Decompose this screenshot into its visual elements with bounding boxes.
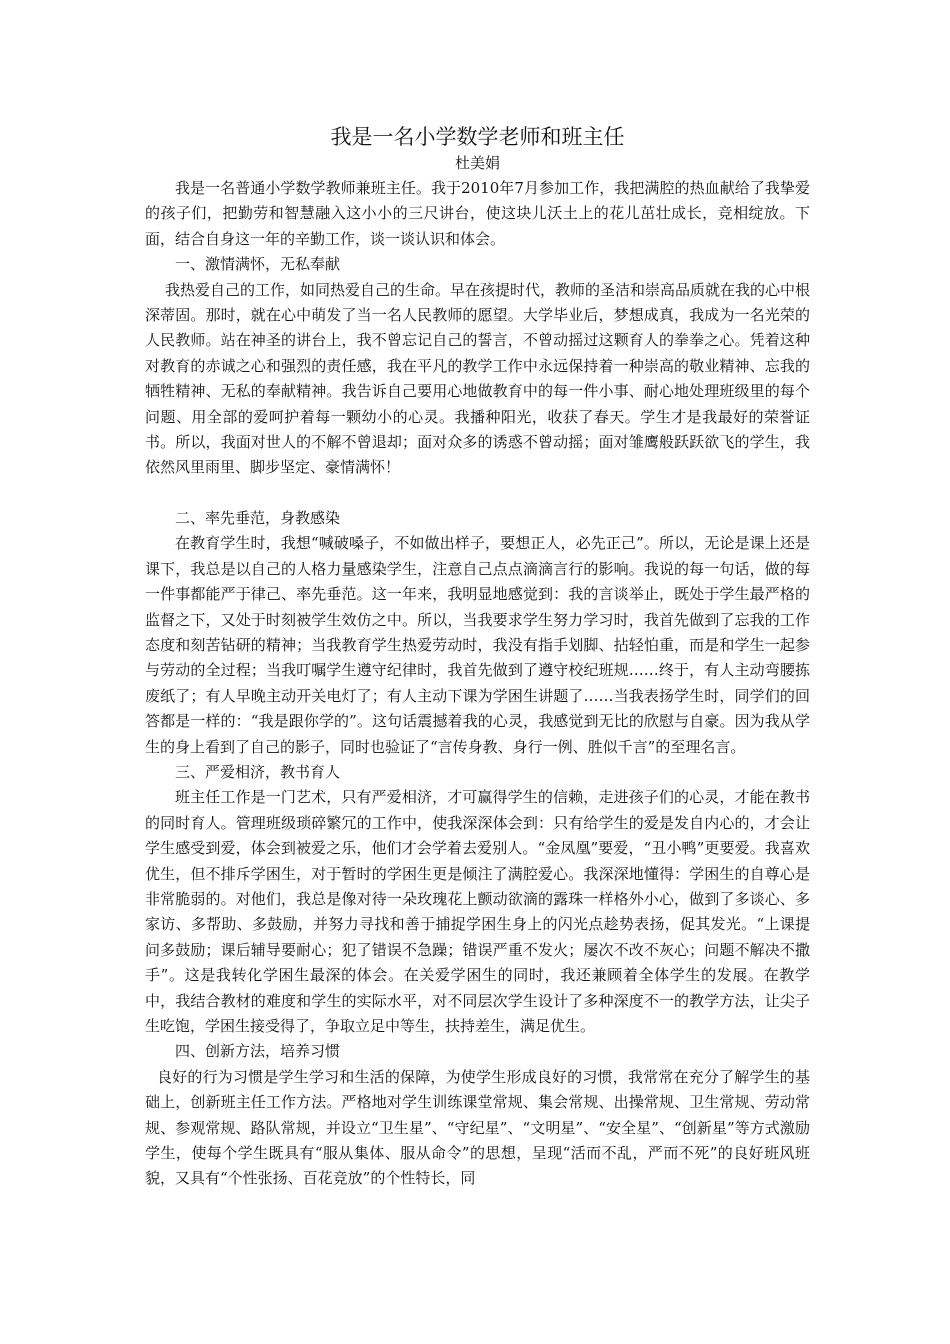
section-1-body: 我热爱自己的工作，如同热爱自己的生命。早在孩提时代，教师的圣洁和崇高品质就在我的心中根深蒂固。那时，就在心中萌发了当一名人民教师的愿望。大学毕业后，梦想成真，我成为一名光荣的人民教师。站在神圣的讲台上，我不曾忘记自己的誓言，不曾动摇过这颗育人的拳拳之心。凭着这种对教育的赤诚之心和强烈的责任感，我在平凡的教学工作中永远保持着一种崇高的敬业精神、忘我的牺牲精神、无私的奉献精神。我告诉自己要用心地做教育中的每一件小事、耐心地处理班级里的每个问题、用全部的爱呵护着每一颗幼小的心灵。我播种阳光，收获了春天。学生才是我最好的荣誉证书。所以，我面对世人的不解不曾退却；面对众多的诱惑不曾动摇；面对雏鹰般跃跃欲飞的学生，我依然风里雨里、脚步坚定、豪情满怀！ — [145, 280, 811, 477]
section-1-heading: 一、激情满怀，无私奉献 — [175, 255, 341, 274]
document-page — [145, 122, 810, 1192]
document-title: 我是一名小学数学老师和班主任 — [330, 125, 625, 149]
document-author: 杜美娟 — [454, 154, 500, 172]
section-3-body: 班主任工作是一门艺术，只有严爱相济，才可赢得学生的信赖，走进孩子们的心灵，才能在教书的同时育人。管理班级琐碎繁冗的工作中，使我深深体会到：只有给学生的爱是发自内心的，才会让学生感受到爱，体会到被爱之乐，他们才会学着去爱别人。“金凤凰”要爱，“丑小鸭”更要爱。我喜欢优生，但不排斥学困生，对于暂时的学困生更是倾注了满腔爱心。我深深地懂得：学困生的自尊心是非常脆弱的。对他们，我总是像对待一朵玫瑰花上颤动欲滴的露珠一样格外小心，做到了多谈心、多家访、多帮助、多鼓励，并努力寻找和善于捕捉学困生身上的闪光点趁势表扬，促其发光。“上课提问多鼓励；课后辅导要耐心；犯了错误不急躁；错误严重不发火；屡次不改不灰心；问题不解决不撒手”。这是我转化学困生最深的体会。在关爱学困生的同时，我还兼顾着全体学生的发展。在教学中，我结合教材的难度和学生的实际水平，对不同层次学生设计了多种深度不一的教学方法，让尖子生吃饱，学困生接受得了，争取立足中等生，扶持差生，满足优生。 — [145, 788, 810, 1035]
intro-paragraph: 我是一名普通小学数学教师兼班主任。我于2010年7月参加工作，我把满腔的热血献给了我挚爱的孩子们，把勤劳和智慧融入这小小的三尺讲台，使这块儿沃土上的花儿茁壮成长，竞相绽放。下面，结合自身这一年的辛勤工作，谈一谈认识和体会。 — [145, 179, 810, 248]
section-2-body: 在教育学生时，我想“喊破嗓子，不如做出样子，要想正人，必先正己”。所以，无论是课上还是课下，我总是以自己的人格力量感染学生，注意自己点点滴滴言行的影响。我说的每一句话，做的每一件事都能严于律己、率先垂范。这一年来，我明显地感觉到：我的言谈举止，既处于学生最严格的监督之下，又处于时刻被学生效仿之中。所以，当我要求学生努力学习时，我首先做到了忘我的工作态度和刻苦钻研的精神；当我教育学生热爱劳动时，我没有指手划脚、拈轻怕重，而是和学生一起参与劳动的全过程；当我叮嘱学生遵守纪律时，我首先做到了遵守校纪班规……终于，有人主动弯腰拣废纸了；有人早晚主动开关电灯了；有人主动下课为学困生讲题了……当我表扬学生时，同学们的回答都是一样的：“我是跟你学的”。这句话震撼着我的心灵，我感觉到无比的欣慰与自豪。因为我从学生的身上看到了自己的影子，同时也验证了“言传身教、身行一例、胜似千言”的至理名言。 — [145, 534, 810, 756]
section-4-heading: 四、创新方法，培养习惯 — [175, 1042, 341, 1061]
section-3-heading: 三、严爱相济，教书育人 — [175, 762, 341, 781]
section-2-heading: 二、率先垂范，身教感染 — [175, 508, 341, 527]
section-4-body: 良好的行为习惯是学生学习和生活的保障，为使学生形成良好的习惯，我常常在充分了解学生的基础上，创新班主任工作方法。严格地对学生训练课堂常规、集会常规、出操常规、卫生常规、劳动常规、参观常规、路队常规，并设立“卫生星”、“守纪星”、“文明星”、“安全星”、“创新星”等方式激励学生，使每个学生既具有“服从集体、服从命令”的思想，呈现“活而不乱，严而不死”的良好班风班貌，又具有“个性张扬、百花竞放”的个性特长，同 — [145, 1067, 810, 1188]
blank-line — [145, 481, 810, 506]
